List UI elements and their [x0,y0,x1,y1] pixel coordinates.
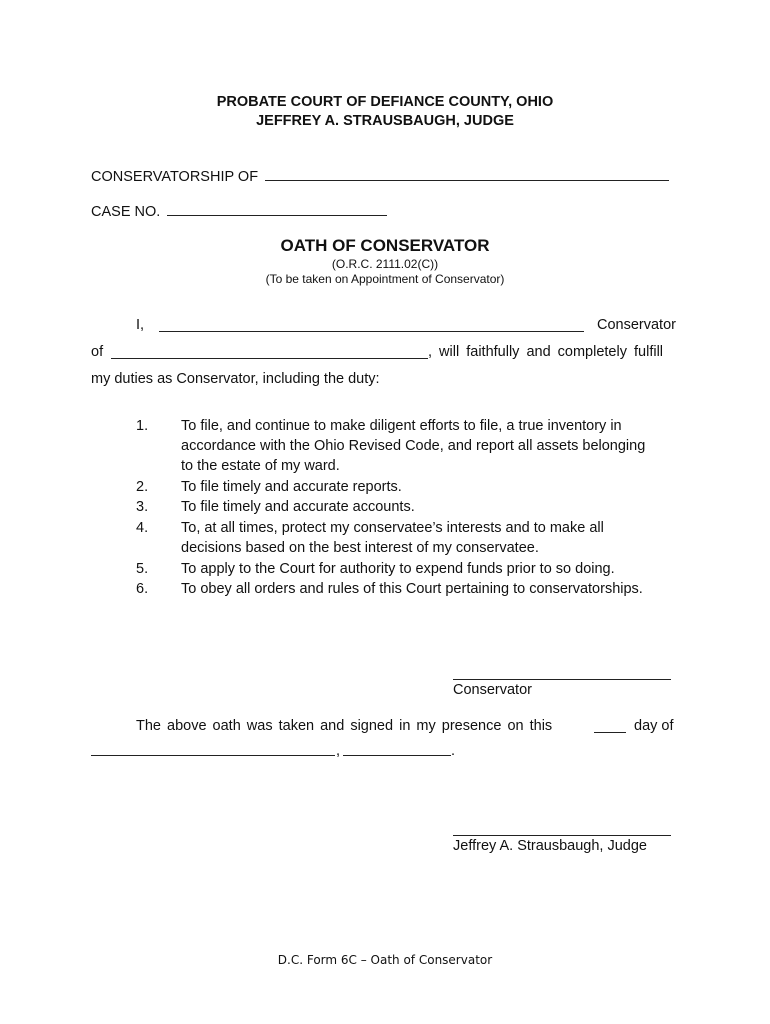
case-no-blank[interactable] [167,201,387,216]
duty-number: 2. [136,479,149,495]
duty-number: 6. [136,581,149,597]
conservator-signature-line[interactable] [453,679,671,680]
year-blank[interactable] [343,741,451,756]
form-subtitle: (To be taken on Appointment of Conservator) [265,272,505,286]
form-footer: D.C. Form 6C – Oath of Conservator [277,953,493,967]
duty-number: 3. [136,499,149,515]
duty-line: To file timely and accurate accounts. [181,499,415,515]
conservatorship-blank[interactable] [265,166,669,181]
judge-signature-line[interactable] [453,835,671,836]
duty-number: 5. [136,561,149,577]
duty-line: To file timely and accurate reports. [181,479,402,495]
conservatorship-label: CONSERVATORSHIP OF [91,169,259,185]
period-mark: . [451,743,456,759]
conservator-signature-label: Conservator [453,682,532,698]
case-no-label: CASE NO. [91,204,161,220]
conservator-name-blank[interactable] [159,317,584,332]
comma-separator: , [336,743,341,759]
duty-line: to the estate of my ward. [181,458,340,474]
judge-name-header: JEFFREY A. STRAUSBAUGH, JUDGE [256,113,514,129]
duty-line: To, at all times, protect my conservatee’s interests and to make all [181,520,604,536]
oath-i-label: I, [136,317,145,333]
statute-reference: (O.R.C. 2111.02(C)) [331,257,439,271]
duty-line: accordance with the Ohio Revised Code, and report all assets belonging [181,438,646,454]
duty-line: To file, and continue to make diligent efforts to file, a true inventory in [181,418,622,434]
duty-number: 1. [136,418,149,434]
oath-conservator-label: Conservator [597,317,676,333]
duty-number: 4. [136,520,149,536]
court-name: PROBATE COURT OF DEFIANCE COUNTY, OHIO [216,94,554,110]
day-blank[interactable] [594,718,626,733]
duty-line: To apply to the Court for authority to expend funds prior to so doing. [181,561,615,577]
form-title: OATH OF CONSERVATOR [280,236,490,255]
case-no-row [91,201,387,220]
oath-fulfill-text: , will faithfully and completely fulfill [428,344,664,360]
conservatorship-row [91,166,669,185]
judge-signature-label: Jeffrey A. Strausbaugh, Judge [453,838,648,854]
duty-line: decisions based on the best interest of my conservatee. [181,540,539,556]
month-blank[interactable] [91,741,335,756]
attestation-text: The above oath was taken and signed in my presence on this [136,718,553,734]
ward-name-blank[interactable] [111,344,428,359]
attestation-day-of: day of [634,718,674,734]
oath-of-label: of [91,344,104,360]
duty-line: To obey all orders and rules of this Court pertaining to conservatorships. [181,581,643,597]
oath-duties-text: my duties as Conservator, including the duty: [91,371,380,387]
